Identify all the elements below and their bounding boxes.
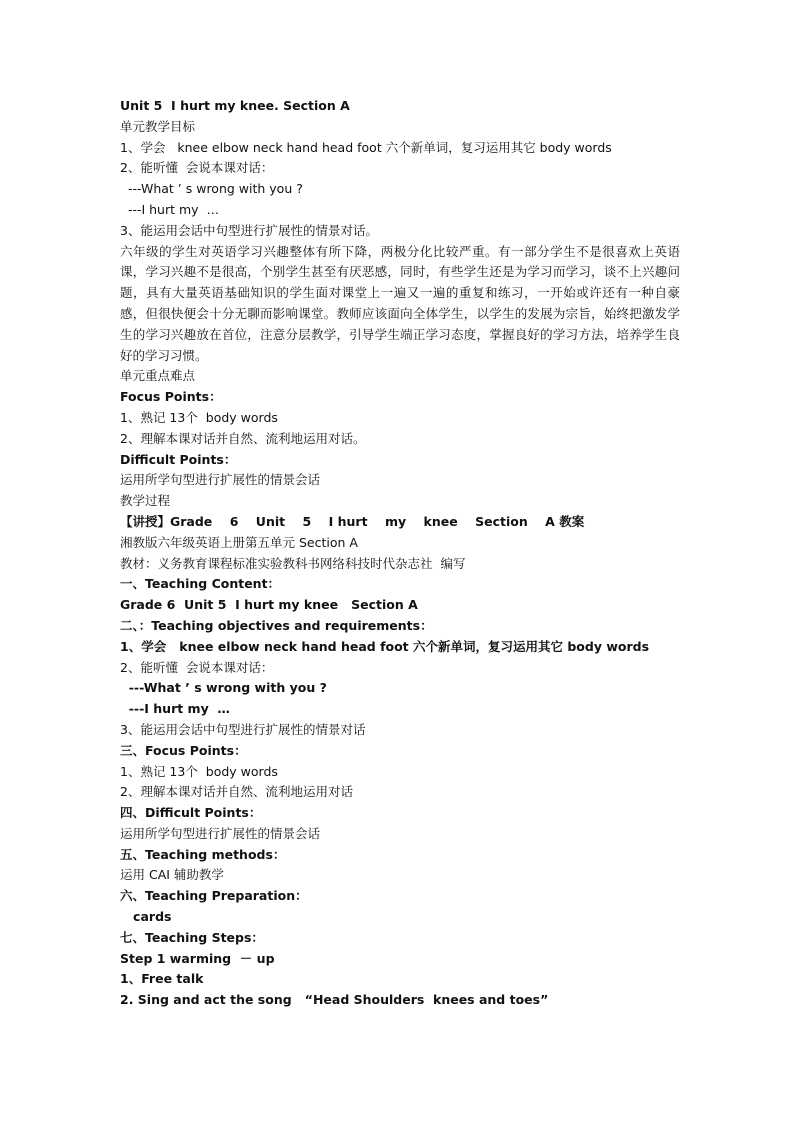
text-line: ---What ’ s wrong with you ? <box>120 181 303 197</box>
text-line: ---I hurt my … <box>120 701 230 717</box>
text-line: 教学过程 <box>120 493 171 509</box>
text-line: ---I hurt my … <box>120 201 220 217</box>
text-line: 1、学会 knee elbow neck hand head foot 六个新单词，复习运用其它 body words <box>120 139 612 155</box>
text-line: 二、：Teaching objectives and requirements： <box>120 617 433 633</box>
text-line: cards <box>120 909 172 925</box>
text-line: Focus Points： <box>120 389 222 405</box>
text-line: 湘教版六年级英语上册第五单元 Section A <box>120 534 358 550</box>
text-line: 三、Focus Points： <box>120 742 247 758</box>
text-line: Grade 6 Unit 5 I hurt my knee Section A <box>120 597 418 613</box>
text-line: 2. Sing and act the song “Head Shoulders knees and toes” <box>120 992 549 1008</box>
text-line: Difficult Points： <box>120 451 237 467</box>
text-line: 运用所学句型进行扩展性的情景会话 <box>120 472 321 488</box>
text-line: 运用所学句型进行扩展性的情景会话 <box>120 825 321 841</box>
text-line: Step 1 warming － up <box>120 950 275 966</box>
text-line: 四、Difficult Points： <box>120 805 262 821</box>
text-line: 2、理解本课对话并自然、流利地运用对话。 <box>120 430 366 446</box>
text-line: 1、Free talk <box>120 971 204 987</box>
lesson-plan-block <box>120 366 680 1011</box>
text-line: 单元重点难点 <box>120 368 196 384</box>
objectives-block <box>120 96 680 242</box>
text-line: 五、Teaching methods： <box>120 846 286 862</box>
text-line: 3、能运用会话中句型进行扩展性的情景对话 <box>120 721 366 737</box>
text-line: Unit 5 I hurt my knee. Section A <box>120 98 350 113</box>
text-line: 六、Teaching Preparation： <box>120 888 308 904</box>
text-line: 一、Teaching Content： <box>120 576 281 592</box>
text-line: 七、Teaching Steps： <box>120 929 264 945</box>
text-line: 运用 CAI 辅助教学 <box>120 867 224 883</box>
text-line: 2、能听懂 会说本课对话： <box>120 659 274 675</box>
text-line: 单元教学目标 <box>120 118 196 134</box>
text-line: 教材：义务教育课程标准实验教科书网络科技时代杂志社 编写 <box>120 555 466 571</box>
text-line: 1、熟记 13个 body words <box>120 763 278 779</box>
text-line: ---What ’ s wrong with you ? <box>120 680 327 696</box>
text-line: 【讲授】Grade 6 Unit 5 I hurt my knee Section A 教案 <box>120 513 585 529</box>
student-analysis-paragraph: 六年级的学生对英语学习兴趣整体有所下降，两极分化比较严重。有一部分学生不是很喜欢上英语课，学习兴趣不是很高，个别学生甚至有厌恶感，同时，有些学生还是为学习而学习，谈不上兴趣问题，具有大量英语基础知识的学生面对课堂上一遍又一遍的重复和练习，一开始或许还有一种自豪感，但很快便会十分无聊而影响课堂。教师应该面向全体学生，以学生的发展为宗旨，始终把激发学生的学习兴趣放在首位，注意分层教学，引导学生端正学习态度，掌握良好的学习方法，培养学生良好的学习习惯。 <box>120 243 680 363</box>
text-line: 1、学会 knee elbow neck hand head foot 六个新单词，复习运用其它 body words <box>120 638 650 654</box>
text-line: 2、能听懂 会说本课对话： <box>120 160 274 176</box>
text-line: 1、熟记 13个 body words <box>120 409 278 425</box>
text-line: 2、理解本课对话并自然、流利地运用对话 <box>120 784 353 800</box>
document-page <box>120 96 680 1011</box>
text-line: 3、能运用会话中句型进行扩展性的情景对话。 <box>120 222 378 238</box>
